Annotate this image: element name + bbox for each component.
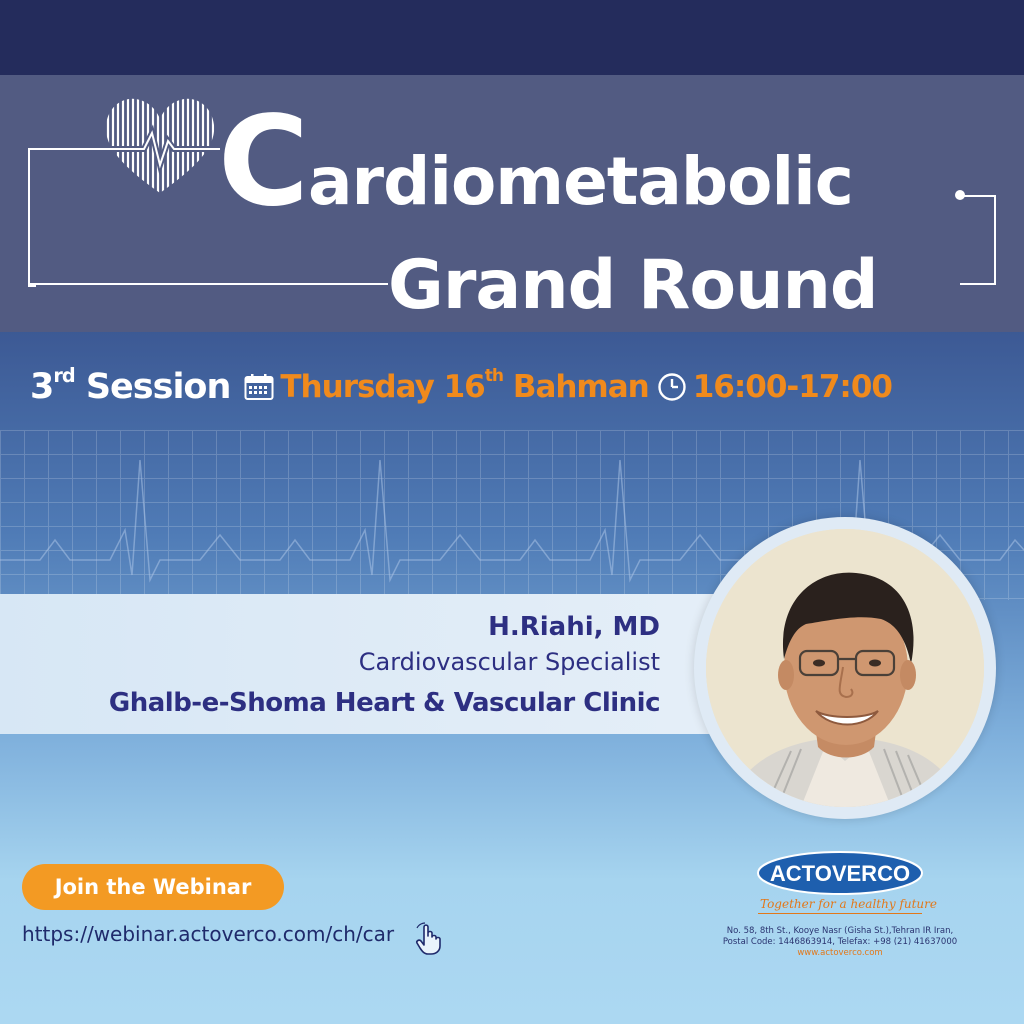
session-number: 3 bbox=[30, 367, 54, 407]
frame-line bbox=[960, 283, 996, 285]
speaker-photo bbox=[706, 529, 984, 807]
speaker-name: H.Riahi, MD bbox=[488, 612, 660, 642]
frame-line bbox=[28, 148, 36, 287]
speaker-title: Cardiovascular Specialist bbox=[358, 648, 660, 676]
session-label bbox=[30, 364, 231, 407]
calendar-icon bbox=[244, 373, 274, 401]
pointer-hand-icon bbox=[414, 922, 444, 956]
frame-line bbox=[962, 195, 996, 197]
frame-line bbox=[28, 283, 388, 285]
session-day: Thursday 16 bbox=[280, 369, 485, 405]
frame-dot bbox=[955, 190, 965, 200]
title-first-letter: C bbox=[218, 90, 309, 234]
top-bar bbox=[0, 0, 1024, 75]
session-date bbox=[280, 366, 649, 405]
address-line-2: Postal Code: 1446863914, Telefax: +98 (21) 41637000 bbox=[722, 937, 958, 947]
session-info-row bbox=[30, 362, 892, 412]
title-rest: ardiometabolic bbox=[308, 143, 853, 220]
session-ordinal: rd bbox=[53, 364, 75, 388]
speaker-portrait-illustration bbox=[706, 529, 984, 807]
company-tagline: Together for a healthy future bbox=[760, 897, 937, 911]
company-website: www.actoverco.com bbox=[797, 948, 883, 958]
frame-line bbox=[994, 195, 996, 285]
session-word: Session bbox=[85, 367, 231, 407]
join-webinar-button[interactable]: Join the Webinar bbox=[22, 864, 284, 910]
session-time: 16:00-17:00 bbox=[692, 369, 892, 405]
tagline-underline bbox=[758, 913, 922, 914]
speaker-clinic: Ghalb-e-Shoma Heart & Vascular Clinic bbox=[108, 688, 660, 718]
clock-icon bbox=[657, 372, 687, 402]
title-line-1 bbox=[218, 90, 853, 234]
actoverco-logo bbox=[756, 850, 924, 896]
heart-ecg-icon bbox=[100, 93, 220, 203]
webinar-url-link[interactable]: https://webinar.actoverco.com/ch/car bbox=[22, 922, 395, 946]
session-month: Bahman bbox=[512, 369, 649, 405]
address-line-1: No. 58, 8th St., Kooye Nasr (Gisha St.),Tehran IR Iran, bbox=[726, 926, 954, 936]
logo-text: ACTOVERCO bbox=[769, 861, 911, 886]
company-address bbox=[705, 926, 975, 959]
session-day-suffix: th bbox=[484, 366, 504, 387]
title-line-2: Grand Round bbox=[388, 246, 878, 325]
frame-line bbox=[28, 148, 106, 150]
